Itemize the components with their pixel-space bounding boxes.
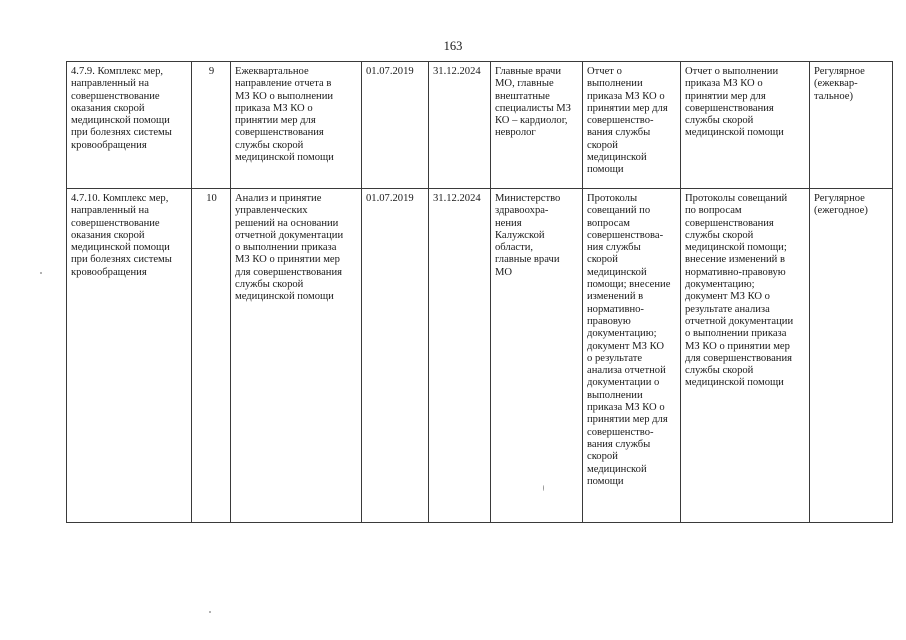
start-date-cell: 01.07.2019 xyxy=(362,62,429,189)
scan-speck xyxy=(209,611,211,613)
page-number: 163 xyxy=(443,39,463,53)
result-cell: Отчет о выполнении приказа МЗ КО о принятии мер для совершенство- вания службы скорой медицинской помощи xyxy=(583,62,681,189)
table-row xyxy=(67,62,893,189)
number-cell: 10 xyxy=(192,189,231,523)
indicator-cell: Протоколы совещаний по вопросам совершенствования службы скорой медицинской помощи; внесение изменений в нормативно-правовую документацию; документ МЗ КО о результате анализа отчетной документации о выполнении приказа МЗ КО о принятии мер для совершенствования службы скорой медицинской помощи xyxy=(681,189,810,523)
start-date-cell: 01.07.2019 xyxy=(362,189,429,523)
indicator-cell: Отчет о выполнении приказа МЗ КО о принятии мер для совершенствования службы скорой медицинской помощи xyxy=(681,62,810,189)
responsible-cell: Главные врачи МО, главные внештатные специалисты МЗ КО – кардиолог, невролог xyxy=(491,62,583,189)
result-cell: Протоколы совещаний по вопросам совершенствова- ния службы скорой медицинской помощи; внесение изменений в нормативно- правовую документацию; документ МЗ КО о результате анализа отчетной документации о выполнении приказа МЗ КО о принятии мер для совершенство- вания службы скорой медицинской помощи xyxy=(583,189,681,523)
responsible-cell: Министерство здравоохра- нения Калужской области, главные врачи МО xyxy=(491,189,583,523)
action-plan-table xyxy=(66,61,893,523)
frequency-cell: Регулярное (ежеквар- тальное) xyxy=(810,62,893,189)
number-cell: 9 xyxy=(192,62,231,189)
end-date-cell: 31.12.2024 xyxy=(429,62,491,189)
scan-speck xyxy=(40,272,42,274)
frequency-cell: Регулярное (ежегодное) xyxy=(810,189,893,523)
table-row xyxy=(67,189,893,523)
action-cell: Ежеквартальное направление отчета в МЗ КО о выполнении приказа МЗ КО о принятии мер для совершенствования службы скорой медицинской помощи xyxy=(231,62,362,189)
measure-cell: 4.7.9. Комплекс мер, направленный на совершенствование оказания скорой медицинской помощи при болезнях системы кровообращения xyxy=(67,62,192,189)
action-cell: Анализ и принятие управленческих решений на основании отчетной документации о выполнении приказа МЗ КО о принятии мер для совершенствования службы скорой медицинской помощи xyxy=(231,189,362,523)
scan-speck xyxy=(543,485,544,491)
measure-cell: 4.7.10. Комплекс мер, направленный на совершенствование оказания скорой медицинской помощи при болезнях системы кровообращения xyxy=(67,189,192,523)
end-date-cell: 31.12.2024 xyxy=(429,189,491,523)
